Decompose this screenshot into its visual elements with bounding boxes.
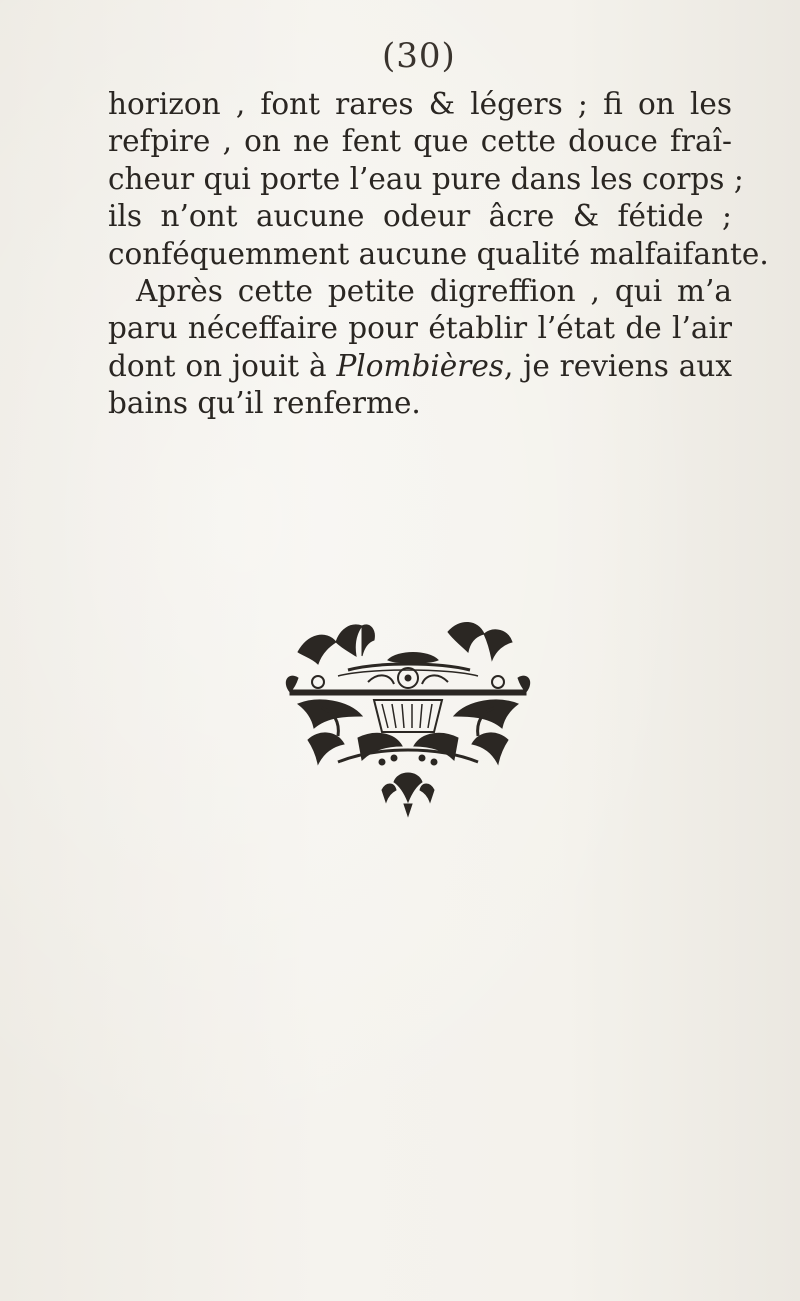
text-line-8-start: dont on jouit à	[108, 348, 337, 383]
text-line-1: horizon , font rares & légers ; fi on les	[108, 87, 732, 121]
text-line-9: bains qu’il renferme.	[108, 386, 421, 421]
text-line-6: Après cette petite digreffion , qui m’a	[136, 273, 732, 308]
text-line-7: paru néceffaire pour établir l’état de l’air	[108, 311, 732, 346]
floral-vignette-icon	[278, 612, 538, 832]
body-text	[108, 86, 769, 423]
text-line-8-end: , je reviens aux	[503, 348, 732, 383]
page-number: (30)	[382, 36, 456, 76]
text-line-8	[108, 348, 732, 385]
text-line-2: refpire , on ne fent que cette douce fraî-	[108, 124, 732, 159]
text-line-4: ils n’ont aucune odeur âcre & fétide ;	[108, 199, 732, 234]
place-name: Plombières	[336, 348, 504, 383]
text-line-5: conféquemment aucune qualité malfaifante.	[108, 236, 769, 271]
text-line-3: cheur qui porte l’eau pure dans les corps ;	[108, 161, 744, 196]
